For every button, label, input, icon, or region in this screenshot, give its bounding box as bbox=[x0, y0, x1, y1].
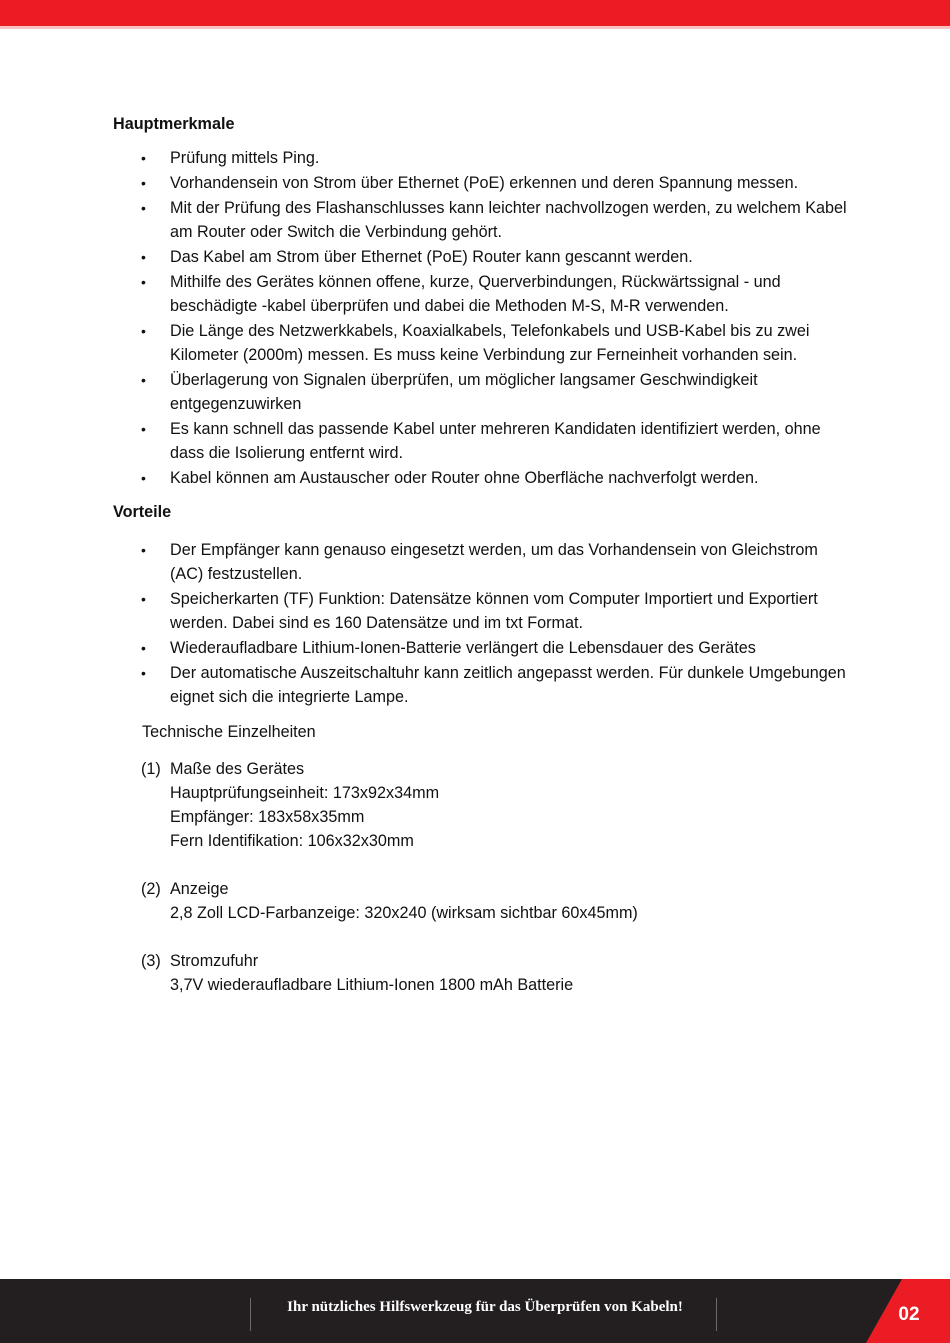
spec-number: (1) bbox=[141, 760, 161, 778]
advantages-list bbox=[113, 538, 853, 709]
spec-title: Anzeige bbox=[170, 880, 229, 898]
list-item: • Es kann schnell das passende Kabel unter mehreren Kandidaten identifiziert werden, ohne dass die Isolierung entfernt wird. bbox=[113, 417, 853, 465]
list-item: • Der automatische Auszeitschaltuhr kann zeitlich angepasst werden. Für dunkele Umgebungen eignet sich die integrierte Lampe. bbox=[113, 661, 853, 709]
list-item: • Speicherkarten (TF) Funktion: Datensätze können vom Computer Importiert und Exportiert werden. Dabei sind es 160 Datensätze und im txt Format. bbox=[113, 587, 853, 635]
spec-line: Hauptprüfungseinheit: 173x92x34mm bbox=[170, 784, 440, 802]
footer-divider-left bbox=[250, 1298, 251, 1331]
spec-number: (2) bbox=[141, 880, 161, 898]
main-features-list bbox=[113, 146, 853, 490]
spec-title: Stromzufuhr bbox=[170, 952, 259, 970]
list-item: • Mithilfe des Gerätes können offene, kurze, Querverbindungen, Rückwärtssignal - und beschädigte -kabel überprüfen und dabei die Methoden M-S, M-R verwenden. bbox=[113, 270, 853, 318]
main-features-heading: Hauptmerkmale bbox=[113, 115, 235, 133]
list-item: • Das Kabel am Strom über Ethernet (PoE) Router kann gescannt werden. bbox=[113, 245, 853, 269]
spec-power-supply bbox=[113, 949, 853, 997]
list-item: • Wiederaufladbare Lithium-Ionen-Batterie verlängert die Lebensdauer des Gerätes bbox=[113, 636, 853, 660]
technical-details-title: Technische Einzelheiten bbox=[142, 723, 316, 741]
list-item: • Mit der Prüfung des Flashanschlusses kann leichter nachvollzogen werden, zu welchem Kabel am Router oder Switch die Verbindung gehört. bbox=[113, 196, 853, 244]
page-number: 02 bbox=[898, 1304, 920, 1325]
list-item: • Prüfung mittels Ping. bbox=[113, 146, 853, 170]
list-item: • Überlagerung von Signalen überprüfen, um möglicher langsamer Geschwindigkeit entgegenzuwirken bbox=[113, 368, 853, 416]
spec-line: 2,8 Zoll LCD-Farbanzeige: 320x240 (wirksam sichtbar 60x45mm) bbox=[170, 904, 638, 922]
spec-title: Maße des Gerätes bbox=[170, 760, 305, 778]
spec-display bbox=[113, 877, 853, 925]
spec-dimensions bbox=[113, 757, 853, 853]
spec-line: Fern Identifikation: 106x32x30mm bbox=[170, 832, 414, 850]
top-accent-shadow bbox=[0, 26, 950, 29]
footer-divider-right bbox=[716, 1298, 717, 1331]
list-item: • Der Empfänger kann genauso eingesetzt werden, um das Vorhandensein von Gleichstrom (AC) festzustellen. bbox=[113, 538, 853, 586]
spec-line: 3,7V wiederaufladbare Lithium-Ionen 1800 mAh Batterie bbox=[170, 976, 574, 994]
spec-number: (3) bbox=[141, 952, 161, 970]
spec-line: Empfänger: 183x58x35mm bbox=[170, 808, 365, 826]
list-item: • Die Länge des Netzwerkkabels, Koaxialkabels, Telefonkabels und USB-Kabel bis zu zwei Kilometer (2000m) messen. Es muss keine Verbindung zur Ferneinheit vorhanden sein. bbox=[113, 319, 853, 367]
footer-slogan: Ihr nützliches Hilfswerkzeug für das Überprüfen von Kabeln! bbox=[287, 1299, 683, 1315]
footer-bar bbox=[0, 1279, 950, 1343]
list-item: • Vorhandensein von Strom über Ethernet (PoE) erkennen und deren Spannung messen. bbox=[113, 171, 853, 195]
advantages-heading: Vorteile bbox=[113, 503, 172, 521]
list-item: • Kabel können am Austauscher oder Router ohne Oberfläche nachverfolgt werden. bbox=[113, 466, 853, 490]
page-content bbox=[113, 112, 853, 997]
top-accent-bar bbox=[0, 0, 950, 26]
